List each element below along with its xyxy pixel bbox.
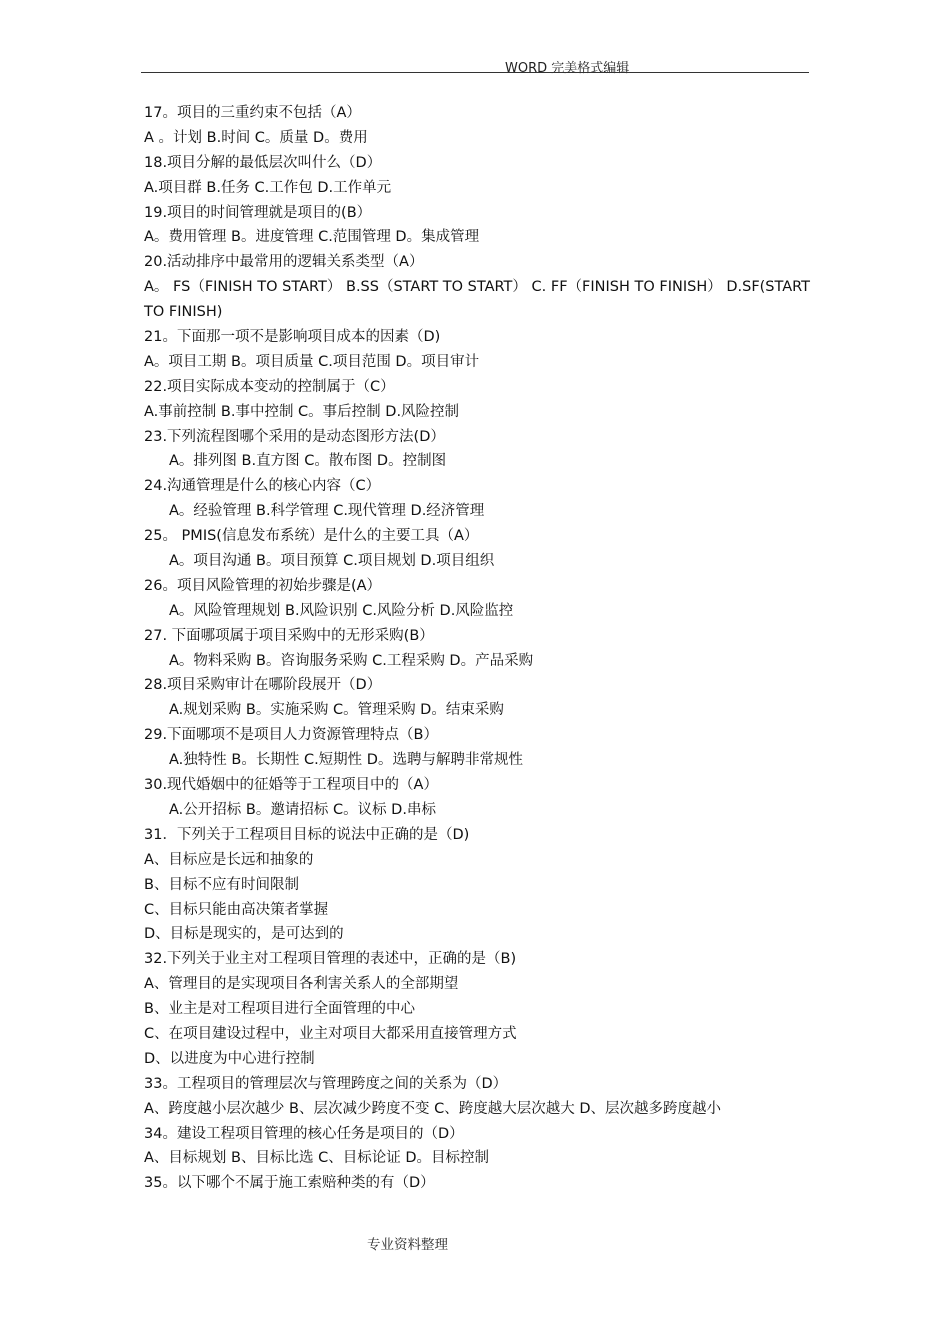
question-line: 32.下列关于业主对工程项目管理的表述中，正确的是（B) [144,951,517,968]
page-header-text: WORD 完美格式编辑 [505,61,630,76]
option-line: A、目标规划 B、目标比选 C、目标论证 D。目标控制 [144,1150,489,1167]
question-line: 29.下面哪项不是项目人力资源管理特点（B） [144,727,439,744]
question-line: 26。项目风险管理的初始步骤是(A） [144,577,382,594]
option-line: A。项目工期 B。项目质量 C.项目范围 D。项目审计 [144,353,480,370]
question-line: 24.沟通管理是什么的核心内容（C） [144,478,381,495]
option-line: A。费用管理 B。进度管理 C.范围管理 D。集成管理 [144,229,480,246]
option-line: A。物料采购 B。咨询服务采购 C.工程采购 D。产品采购 [169,652,534,669]
question-line: 19.项目的时间管理就是项目的(B） [144,204,372,221]
document-body [144,101,812,1196]
question-line: 23.下列流程图哪个采用的是动态图形方法(D） [144,428,445,445]
option-line: B、业主是对工程项目进行全面管理的中心 [144,1001,415,1018]
question-line: 35。以下哪个不属于施工索赔种类的有（D） [144,1175,435,1192]
option-line: A。排列图 B.直方图 C。散布图 D。控制图 [169,453,447,470]
option-line: A、目标应是长远和抽象的 [144,851,314,868]
question-line: 17。项目的三重约束不包括（A） [144,105,361,121]
page-header-rule [141,72,809,73]
question-line: 30.现代婚姻中的征婚等于工程项目中的（A） [144,777,438,794]
option-line: C、在项目建设过程中，业主对项目大都采用直接管理方式 [144,1025,517,1042]
option-line: A。风险管理规划 B.风险识别 C.风险分析 D.风险监控 [169,602,514,619]
question-line: 31．下列关于工程项目目标的说法中正确的是（D) [144,826,470,843]
option-line: A。项目沟通 B。项目预算 C.项目规划 D.项目组织 [169,553,495,570]
question-line: 20.活动排序中最常用的逻辑关系类型（A） [144,254,424,271]
option-line: D、以进度为中心进行控制 [144,1050,315,1067]
option-line: A.规划采购 B。实施采购 C。管理采购 D。结束采购 [169,702,504,719]
page-footer-text: 专业资料整理 [367,1237,448,1253]
question-line: 27. 下面哪项属于项目采购中的无形采购(B） [144,627,434,644]
question-line: 34。建设工程项目管理的核心任务是项目的（D） [144,1125,464,1142]
question-line: 28.项目采购审计在哪阶段展开（D） [144,677,382,694]
option-line: D、目标是现实的，是可达到的 [144,926,344,943]
question-line: 18.项目分解的最低层次叫什么（D） [144,154,382,171]
option-line: B、目标不应有时间限制 [144,876,299,893]
question-line: 33。工程项目的管理层次与管理跨度之间的关系为（D） [144,1075,508,1092]
option-line: A、管理目的是实现项目各利害关系人的全部期望 [144,976,459,993]
option-line: A 。计划 B.时间 C。质量 D。费用 [144,129,368,146]
option-line: A、跨度越小层次越少 B、层次减少跨度不变 C、跨度越大层次越大 D、层次越多跨度越小 [144,1100,721,1117]
option-line: TO FINISH) [144,304,223,321]
option-line: A。经验管理 B.科学管理 C.现代管理 D.经济管理 [169,503,485,520]
option-line: A.项目群 B.任务 C.工作包 D.工作单元 [144,179,392,196]
question-line: 22.项目实际成本变动的控制属于（C） [144,378,395,395]
option-line: A.公开招标 B。邀请招标 C。议标 D.串标 [169,801,436,818]
option-line: C、目标只能由高决策者掌握 [144,901,329,918]
question-line: 21。下面那一项不是影响项目成本的因素（D) [144,329,441,346]
option-line: A.事前控制 B.事中控制 C。事后控制 D.风险控制 [144,403,460,420]
option-line: A.独特性 B。长期性 C.短期性 D。选聘与解聘非常规性 [169,752,523,769]
option-line: A。 FS（FINISH TO START） B.SS（START TO START） C. FF（FINISH TO FINISH） D.SF(START [144,279,811,296]
question-line: 25。 PMIS(信息发布系统）是什么的主要工具（A） [144,528,479,545]
